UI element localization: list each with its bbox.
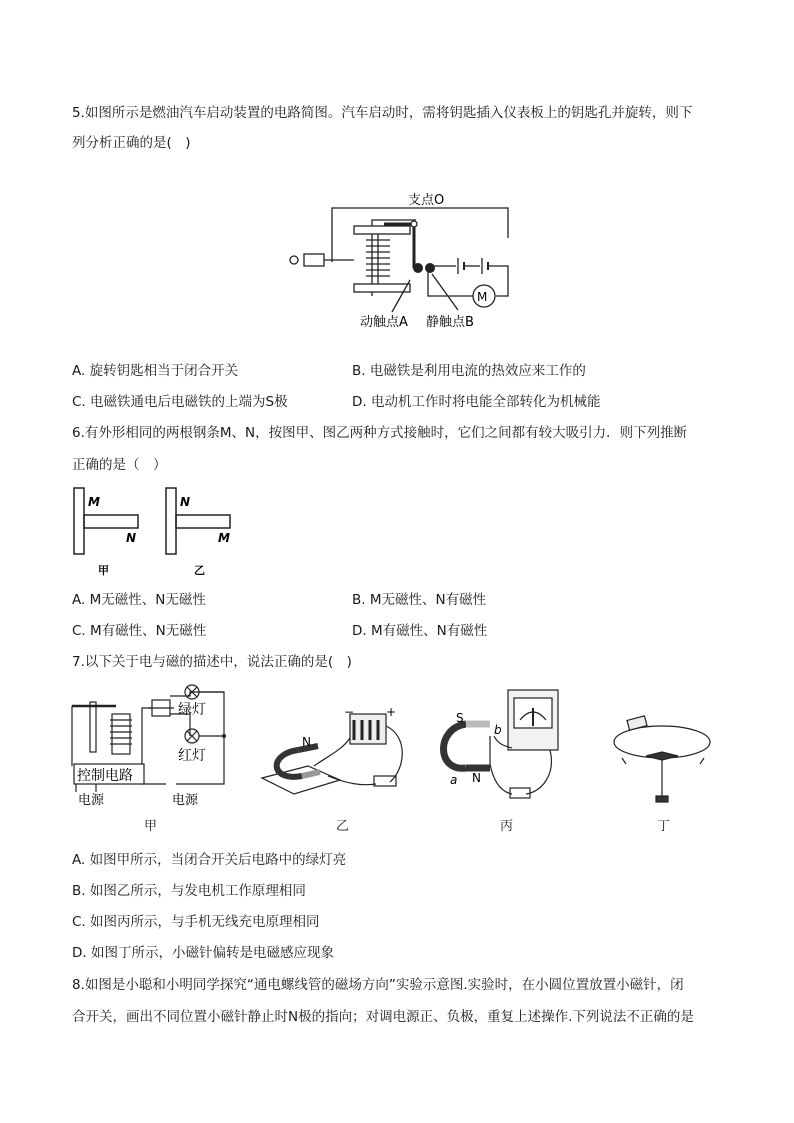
q7-power2-label: 电源: [172, 793, 199, 808]
q7-yi-n-pole: N: [302, 735, 311, 749]
q5-label-pivot: 支点O: [408, 193, 445, 208]
q7-bing-n-pole: N: [472, 771, 481, 785]
q5-option-a: A. 旋转钥匙相当于闭合开关: [72, 363, 239, 379]
q6-caption-jia: 甲: [98, 564, 109, 577]
q7-control-circuit-label: 控制电路: [77, 768, 133, 784]
q6-stem-line1: 6.有外形相同的两根钢条M、N，按图甲、图乙两种方式接触时，它们之间都有较大吸引力．则下列推断: [72, 425, 688, 441]
q7-yi-minus: −: [344, 706, 355, 719]
q7-option-b: B. 如图乙所示，与发电机工作原理相同: [72, 883, 306, 899]
q6-jia-top-label: M: [88, 495, 100, 509]
q5-option-c: C. 电磁铁通电后电磁铁的上端为S极: [72, 394, 288, 410]
q7-option-c: C. 如图丙所示，与手机无线充电原理相同: [72, 914, 320, 930]
q7-power1-label: 电源: [78, 793, 105, 808]
q7-caption-yi: 乙: [336, 819, 350, 834]
q7-caption-bing: 丙: [500, 819, 514, 834]
q7-figure-yi: [258, 706, 416, 802]
q6-yi-top-label: N: [180, 495, 191, 509]
q7-stem: 7.以下关于电与磁的描述中，说法正确的是( ): [72, 654, 352, 670]
q7-option-d: D. 如图丁所示，小磁针偏转是电磁感应现象: [72, 945, 334, 961]
q7-caption-ding: 丁: [657, 819, 671, 834]
q6-option-c: C. M有磁性、N无磁性: [72, 623, 207, 639]
q6-option-b: B. M无磁性、N有磁性: [352, 592, 487, 608]
q7-green-lamp-label: 绿灯: [178, 702, 206, 718]
q6-stem-line2: 正确的是（ ）: [72, 457, 167, 473]
q7-option-a: A. 如图甲所示，当闭合开关后电路中的绿灯亮: [72, 852, 347, 868]
q8-stem-line2: 合开关，画出不同位置小磁针静止时N极的指向；对调电源正、负极，重复上述操作.下列说法不正确的是: [72, 1009, 694, 1025]
q7-bing-a-label: a: [450, 773, 458, 787]
q7-yi-plus: +: [386, 706, 397, 719]
q5-circuit-figure: [280, 188, 520, 333]
q7-bing-b-label: b: [494, 723, 502, 737]
q7-caption-jia: 甲: [144, 819, 158, 834]
q6-option-d: D. M有磁性、N有磁性: [352, 623, 488, 639]
q7-figure-bing: [432, 684, 578, 806]
q5-label-contact-b: 静触点B: [426, 315, 474, 330]
q7-figure-jia: [66, 684, 238, 808]
q6-jia-tip-label: N: [126, 531, 137, 545]
q7-red-lamp-label: 红灯: [178, 748, 206, 764]
q7-bing-s-pole: S: [456, 711, 464, 725]
q5-stem-line1: 5.如图所示是燃油汽车启动装置的电路简图。汽车启动时，需将钥匙插入仪表板上的钥匙孔并旋转，则下: [72, 105, 693, 121]
q5-label-contact-a: 动触点A: [360, 315, 408, 330]
q5-label-motor: M: [477, 290, 488, 304]
q8-stem-line1: 8.如图是小聪和小明同学探究“通电螺线管的磁场方向”实验示意图.实验时，在小圆位置放置小磁针，闭: [72, 977, 684, 993]
q6-yi-tip-label: M: [218, 531, 230, 545]
q5-option-b: B. 电磁铁是利用电流的热效应来工作的: [352, 363, 586, 379]
q6-option-a: A. M无磁性、N无磁性: [72, 592, 206, 608]
q7-figure-ding: [610, 712, 716, 808]
q6-caption-yi: 乙: [194, 564, 205, 577]
q5-option-d: D. 电动机工作时将电能全部转化为机械能: [352, 394, 601, 410]
q5-stem-line2: 列分析正确的是( ): [72, 135, 191, 151]
q6-magnet-figure: [68, 484, 248, 579]
